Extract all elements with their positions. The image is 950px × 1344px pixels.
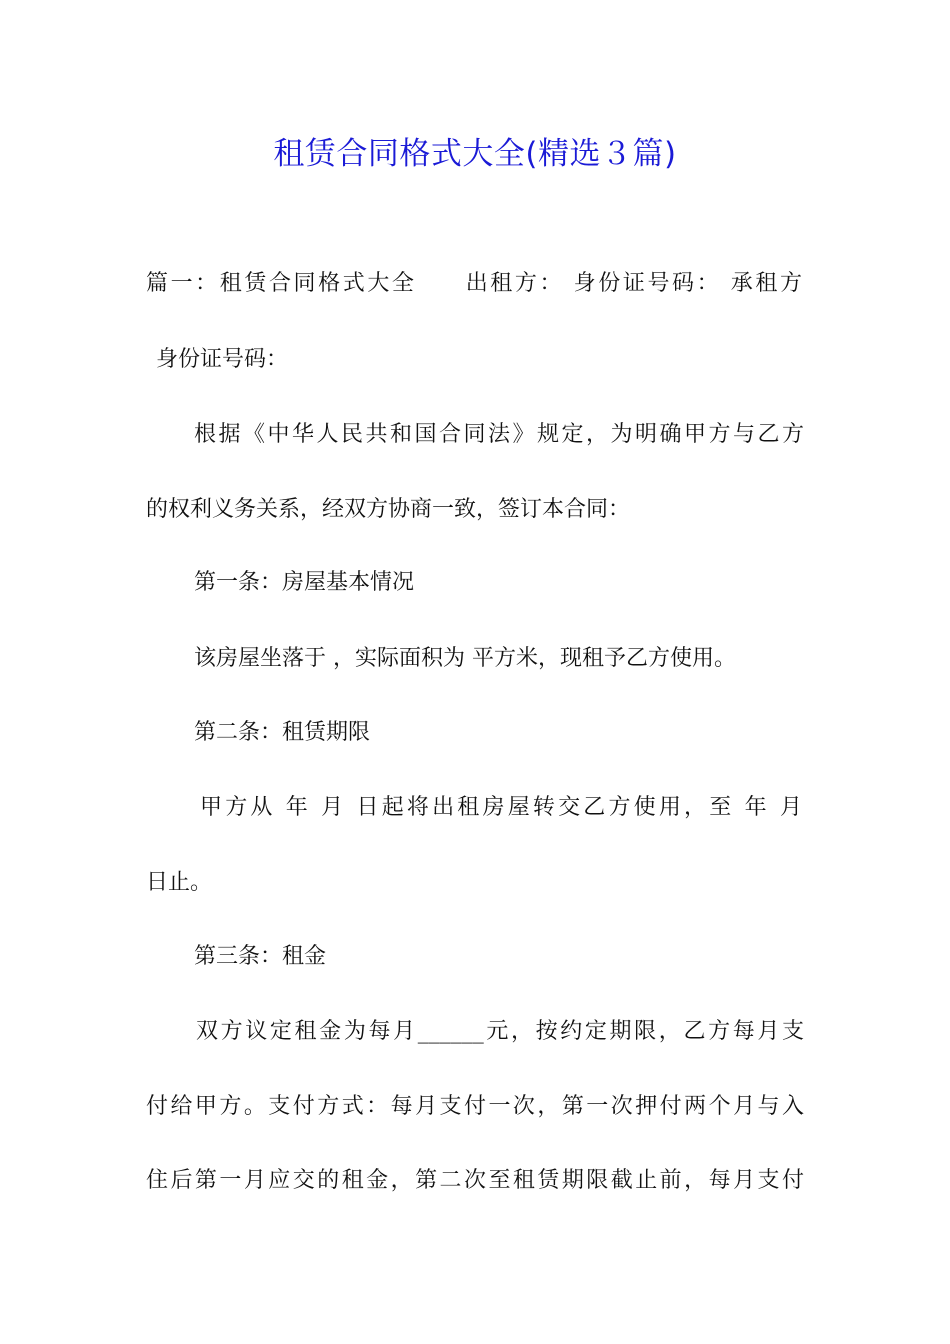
section-heading-2: 第二条：租赁期限	[194, 720, 371, 745]
section-heading-3: 第三条：租金	[194, 944, 327, 969]
body-line-2: 身份证号码：	[156, 347, 289, 372]
body-line-8: 甲方从 年 月 日起将出租房屋转交乙方使用，至 年 月	[200, 795, 802, 820]
body-line-9: 日止。	[146, 870, 213, 895]
body-line-6: 该房屋坐落于 ，实际面积为 平方米，现租予乙方使用。	[194, 646, 736, 671]
body-line-1: 篇一：租赁合同格式大全 出租方： 身份证号码： 承租方	[146, 271, 802, 296]
section-heading-1: 第一条：房屋基本情况	[194, 570, 415, 595]
body-line-11: 双方议定租金为每月______元，按约定期限，乙方每月支	[196, 1019, 804, 1044]
body-line-3: 根据《中华人民共和国合同法》规定，为明确甲方与乙方	[194, 422, 804, 447]
body-line-12: 付给甲方。支付方式：每月支付一次，第一次押付两个月与入	[146, 1094, 804, 1119]
document-title: 租赁合同格式大全(精选３篇)	[273, 136, 677, 172]
body-line-4: 的权利义务关系，经双方协商一致，签订本合同：	[146, 497, 631, 522]
body-line-13: 住后第一月应交的租金，第二次至租赁期限截止前，每月支付	[146, 1168, 804, 1193]
